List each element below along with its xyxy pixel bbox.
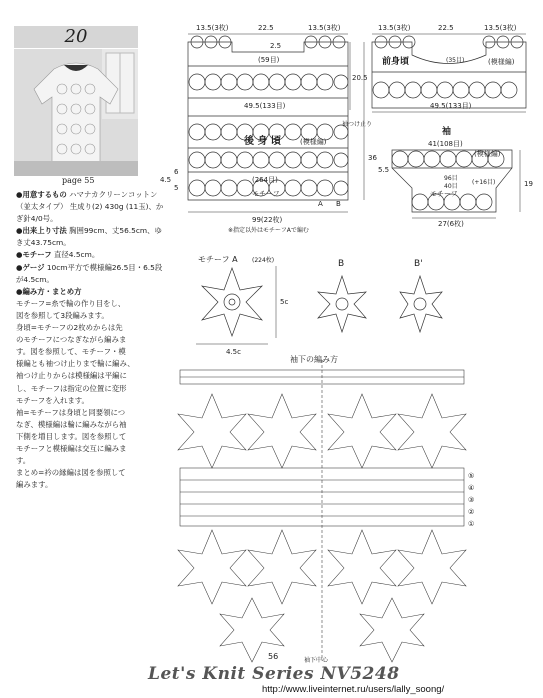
row-marker: ③ — [468, 496, 475, 504]
front-dim-left: 13.5(3枚) — [378, 24, 411, 32]
method-line: 身頃=モチーフの2枚めからは先 — [16, 323, 123, 333]
page-number: 56 — [268, 652, 279, 661]
method-line: し、モチーフは指定の位置に変形 — [16, 383, 127, 393]
method-line: 図を参照して3段編みます。 — [16, 310, 109, 320]
motif-label-b: B — [336, 200, 341, 208]
sleeve-bottom-width: 27(6枚) — [438, 220, 464, 228]
underarm-chart — [178, 360, 466, 662]
pattern-number: 20 — [14, 26, 138, 48]
front-neck-stitch: (35目) — [446, 57, 465, 64]
back-dim-right: 13.5(3枚) — [308, 24, 341, 32]
sleeve-plus-16: (+16目) — [472, 179, 496, 186]
row-marker: ⑤ — [468, 472, 475, 480]
method-line: 編みます。 — [16, 480, 53, 490]
motif-a-count: (224枚) — [252, 257, 275, 264]
row-marker: ④ — [468, 484, 475, 492]
motif-a-title: モチーフ A — [198, 255, 238, 264]
size-text: 胸囲99cm、丈56.5cm、ゆき丈43.75cm。 — [16, 226, 162, 248]
front-dim-center: 22.5 — [438, 24, 454, 32]
method-line: モチーフ=糸で輪の作り目をし、 — [16, 298, 126, 308]
underarm-title: 袖下の編み方 — [290, 355, 338, 364]
method-line: のモチーフにつなぎながら編みま — [16, 335, 127, 345]
back-side-c: 5 — [174, 184, 179, 192]
back-total-height: 36 — [368, 154, 377, 162]
method-line: す。図を参照して、モチーフ・模 — [16, 347, 126, 357]
front-body-diagram — [372, 34, 526, 112]
front-title-sub: (模様編) — [488, 58, 515, 66]
back-title-sub: (模様編) — [300, 138, 327, 146]
watermark-url: http://www.liveinternet.ru/users/lally_soong/ — [262, 684, 445, 695]
gauge-text: 10cm平方で模様編26.5目・6.5段が4.5cm。 — [16, 262, 163, 284]
method-line: 下側を増目します。図を参照して — [16, 431, 127, 441]
materials-label: ●用意するもの — [16, 190, 67, 199]
motif-b-prime-chart — [400, 276, 442, 332]
motif-dim-horizontal: 4.5c — [226, 348, 241, 356]
front-width-stitch: 49.5(133目) — [430, 102, 472, 110]
motif-note: ※指定以外はモチーフAで編む — [228, 227, 309, 234]
motif-label: ●モチーフ — [16, 250, 52, 260]
underarm-center-label: 袖下中心 — [304, 657, 329, 664]
back-side-b: 6 — [174, 168, 179, 176]
sleeve-title: 袖 — [442, 127, 452, 137]
motif-label-a: A — [318, 200, 323, 208]
motif-b-prime-title: B' — [414, 259, 423, 269]
sleeve-stop-label: 袖つけ止り — [342, 121, 373, 128]
method-line: なぎ、模様編は輪に編みながら袖 — [16, 419, 127, 429]
back-row-stitch: (264目) — [252, 176, 278, 184]
back-motif-label: モチーフ — [252, 190, 280, 198]
photo-page-reference: page 55 — [62, 176, 95, 185]
front-title: 前身頃 — [382, 57, 410, 67]
sleeve-top-width: 41(108目) — [428, 140, 463, 148]
back-side-a: 4.5 — [160, 176, 172, 184]
method-line: す。 — [16, 456, 31, 466]
motif-row — [189, 152, 348, 168]
row-marker: ② — [468, 508, 475, 516]
method-label: ●編み方・まとめ方 — [16, 286, 82, 296]
method-line: 様編とも袖つけ止りまで輪に編み、 — [16, 359, 135, 369]
motif-dim-vertical: 5c — [280, 298, 289, 306]
back-neck-width: 2.5 — [270, 42, 282, 50]
back-height: 20.5 — [352, 74, 368, 82]
back-dim-center: 22.5 — [258, 24, 274, 32]
method-line: まとめ=衿の縁編は図を参照して — [16, 468, 126, 478]
motif-row — [373, 82, 517, 98]
back-bottom-width: 99(22枚) — [252, 216, 283, 224]
gauge-label: ●ゲージ — [16, 262, 45, 272]
sleeve-pattern: (模様編) — [474, 150, 501, 158]
sleeve-stitch-96: 96目 — [444, 175, 458, 182]
method-line: モチーフを入れます。 — [16, 395, 89, 405]
size-label: ●出来上り寸法 — [16, 226, 67, 236]
back-title: 後 身 頃 — [244, 136, 281, 147]
motif-b-chart — [318, 276, 366, 332]
row-marker: ① — [468, 520, 475, 528]
sleeve-height: 19 — [524, 180, 533, 188]
series-title: Let's Knit Series NV5248 — [148, 664, 400, 684]
front-dim-right: 13.5(3枚) — [484, 24, 517, 32]
back-dim-left: 13.5(3枚) — [196, 24, 229, 32]
back-width-stitch: 49.5(133目) — [244, 102, 286, 110]
motif-text: 直径4.5cm。 — [54, 250, 100, 260]
motif-row — [189, 74, 348, 90]
motif-b-title: B — [338, 259, 345, 269]
motif-a-chart — [196, 266, 276, 344]
materials-text: ハマナカクリーンコットン（並太タイプ） 生成り(2) 430g (11玉)、かぎ針4/0号。 — [16, 190, 164, 224]
method-line: 袖つけ止りからは模様編は平編に — [16, 371, 127, 381]
sleeve-motif-label: モチーフ — [430, 190, 458, 198]
method-line: 袖=モチーフは身頃と同要領につ — [16, 407, 126, 417]
method-line: モチーフと模様編は交互に編みま — [16, 443, 127, 453]
sleeve-stitch-40: 40目 — [444, 183, 458, 190]
back-neck-stitch: (59目) — [258, 56, 280, 64]
sleeve-side: 5.5 — [378, 166, 390, 174]
